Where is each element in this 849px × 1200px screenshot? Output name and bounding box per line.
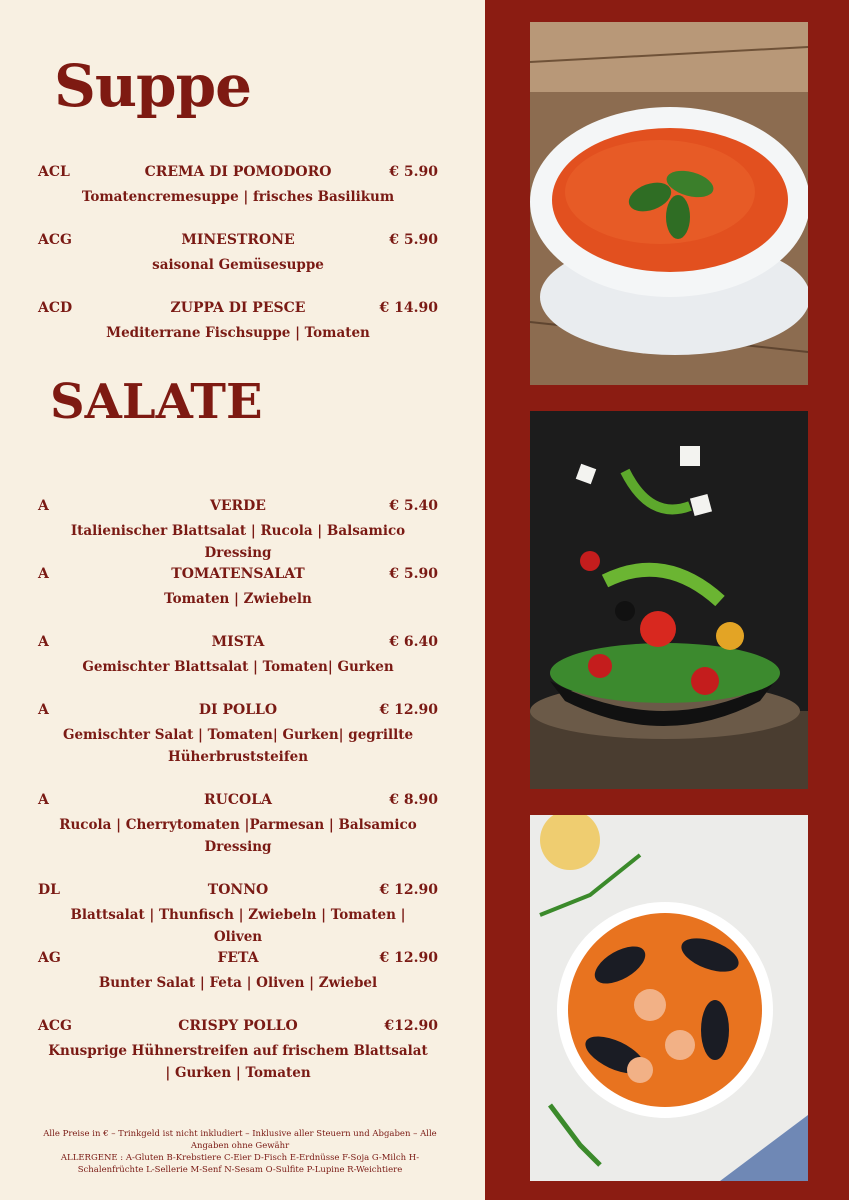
dish-name: TONNO (207, 882, 269, 898)
fish-soup-photo (530, 815, 808, 1181)
allergen-code: ACL (38, 164, 70, 180)
dish-description: Rucola | Cherrytomaten |Parmesan | Balsamico Dressing (59, 817, 417, 855)
dish-price: € 6.40 (389, 634, 438, 650)
dish-description: Blattsalat | Thunfisch | Zwiebeln | Tomaten | Oliven (70, 907, 406, 945)
allergen-code: A (38, 566, 49, 582)
allergen-code: ACG (38, 232, 72, 248)
dish-description: Gemischter Salat | Tomaten| Gurken| gegrillte Hüherbruststeifen (62, 727, 414, 765)
soup-section-title: Suppe (54, 52, 252, 120)
menu-item (38, 792, 438, 858)
dish-name: CRISPY POLLO (178, 1018, 298, 1034)
dish-name: RUCOLA (204, 792, 272, 808)
footer-notes (30, 1128, 450, 1176)
menu-item (38, 882, 438, 948)
dish-description: Mediterrane Fischsuppe | Tomaten (106, 325, 370, 341)
menu-item (38, 702, 438, 768)
dish-name: MINESTRONE (181, 232, 295, 248)
dish-price: € 5.90 (389, 164, 438, 180)
dish-price: € 12.90 (379, 882, 438, 898)
allergen-code: ACD (38, 300, 73, 316)
menu-item (38, 950, 438, 994)
menu-item (38, 232, 438, 276)
dish-description: saisonal Gemüsesuppe (152, 257, 324, 273)
allergen-code: A (38, 498, 49, 514)
dish-name: CREMA DI POMODORO (144, 164, 332, 180)
dish-description: Italienischer Blattsalat | Rucola | Balsamico Dressing (70, 523, 406, 561)
dish-name: ZUPPA DI PESCE (170, 300, 306, 316)
price-note: Alle Preise in € – Trinkgeld ist nicht inkludiert – Inklusive aller Steuern und Abgaben – Alle Angaben ohne Gewähr (43, 1129, 437, 1151)
menu-item (38, 634, 438, 678)
dish-description: Gemischter Blattsalat | Tomaten| Gurken (82, 659, 394, 675)
dish-name: TOMATENSALAT (171, 566, 305, 582)
allergen-legend: ALLERGENE : A-Gluten B-Krebstiere C-Eier D-Fisch E-Erdnüsse F-Soja G-Milch H-Schalenfrüchte L-Sellerie M-Senf N-Sesam O-Sulfite P-Lupine R-Weichtiere (60, 1153, 420, 1175)
dish-description: Tomatencremesuppe | frisches Basilikum (81, 189, 395, 205)
allergen-code: ACG (38, 1018, 72, 1034)
allergen-code: AG (38, 950, 61, 966)
dish-description: Tomaten | Zwiebeln (164, 591, 312, 607)
allergen-code: A (38, 634, 49, 650)
dish-price: € 14.90 (379, 300, 438, 316)
allergen-code: A (38, 792, 49, 808)
dish-price: € 12.90 (379, 702, 438, 718)
dish-price: € 5.90 (389, 566, 438, 582)
dish-price: € 8.90 (389, 792, 438, 808)
menu-item (38, 566, 438, 610)
dish-price: €12.90 (384, 1018, 438, 1034)
menu-item (38, 300, 438, 344)
allergen-code: DL (38, 882, 60, 898)
salad-photo (530, 411, 808, 789)
dish-price: € 5.90 (389, 232, 438, 248)
dish-price: € 12.90 (379, 950, 438, 966)
menu-item (38, 164, 438, 208)
allergen-code: A (38, 702, 49, 718)
menu-item (38, 1018, 438, 1084)
dish-name: VERDE (210, 498, 266, 514)
dish-name: MISTA (211, 634, 265, 650)
dish-description: Knusprige Hühnerstreifen auf frischem Blattsalat | Gurken | Tomaten (48, 1043, 428, 1081)
salad-section-title: SALATE (50, 374, 263, 430)
dish-name: FETA (217, 950, 259, 966)
dish-price: € 5.40 (389, 498, 438, 514)
dish-name: DI POLLO (198, 702, 278, 718)
menu-item (38, 498, 438, 564)
dish-description: Bunter Salat | Feta | Oliven | Zwiebel (98, 975, 378, 991)
tomato-soup-photo (530, 22, 808, 385)
